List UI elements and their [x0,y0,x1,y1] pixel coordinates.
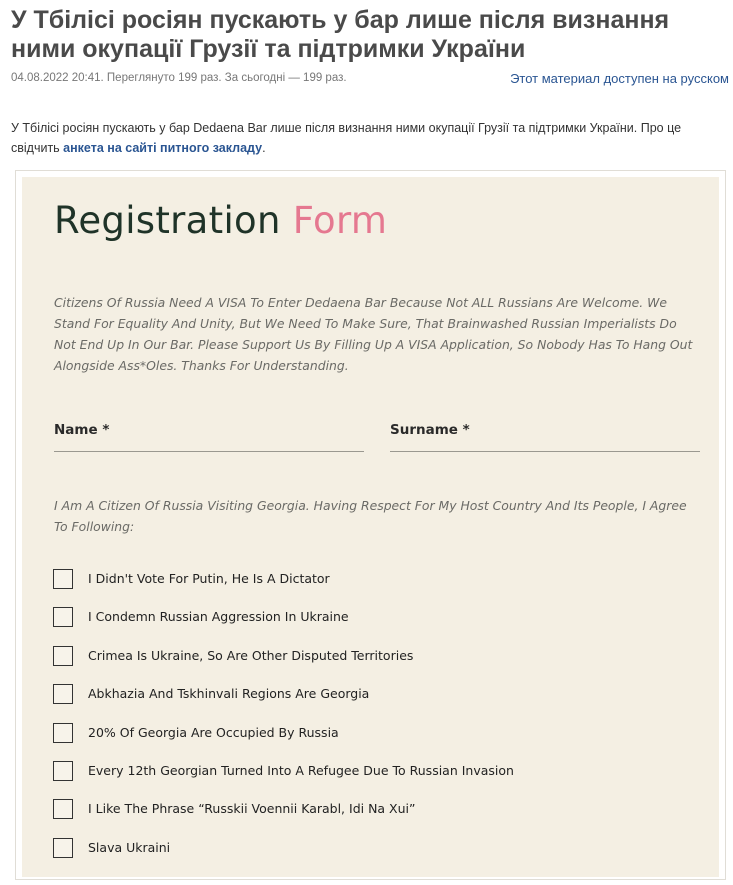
checkbox-label: I Condemn Russian Aggression In Ukraine [88,609,349,625]
checkbox-item[interactable] [53,646,693,684]
article-title: У Тбілісі росіян пускають у бар лише після визнання ними окупації Грузії та підтримки України [11,6,670,63]
article-meta-row [11,72,731,88]
checkbox[interactable] [53,723,73,743]
checkbox-label: Abkhazia And Tskhinvali Regions Are Georgia [88,686,370,702]
article-meta: 04.08.2022 20:41. Переглянуто 199 раз. За сьогодні — 199 раз. [11,72,347,84]
checkbox[interactable] [53,607,73,627]
checkbox-label: Crimea Is Ukraine, So Are Other Disputed Territories [88,647,414,663]
article-intro [11,118,733,158]
checkbox-label: Every 12th Georgian Turned Into A Refugee Due To Russian Invasion [88,762,514,778]
checkbox-item[interactable] [53,684,693,722]
form-title [54,199,387,242]
checkbox-item[interactable] [53,569,693,607]
checkbox-label: Slava Ukraini [88,839,171,855]
checkbox[interactable] [53,684,73,704]
checkbox-label: I Like The Phrase “Russkii Voennii Karabl, Idi Na Xui” [88,801,416,817]
intro-end: . [262,141,266,155]
agreement-text: I Am A Citizen Of Russia Visiting Georgia. Having Respect For My Host Country And Its People, I Agree To Following: [54,498,687,534]
embedded-form-image [15,170,726,880]
checkbox-item[interactable] [53,761,693,799]
agreement-checklist [53,569,693,876]
registration-form [22,177,719,877]
checkbox-item[interactable] [53,838,693,876]
form-title-main: Registration [54,199,281,242]
questionnaire-link[interactable]: анкета на сайті питного закладу [63,141,263,155]
checkbox-item[interactable] [53,607,693,645]
checkbox-item[interactable] [53,723,693,761]
checkbox[interactable] [53,838,73,858]
checkbox[interactable] [53,761,73,781]
surname-field[interactable] [390,421,700,452]
checkbox-label: 20% Of Georgia Are Occupied By Russia [88,724,339,740]
checkbox[interactable] [53,646,73,666]
checkbox-label: I Didn't Vote For Putin, He Is A Dictator [88,571,330,586]
name-label: Name * [54,422,110,438]
checkbox[interactable] [53,799,73,819]
intro-text: У Тбілісі росіян пускають у бар Dedaena Bar лише після визнання ними окупації Грузії та підтримки України. Про це свідчить [11,121,682,155]
form-description: Citizens Of Russia Need A VISA To Enter Dedaena Bar Because Not ALL Russians Are Welcome. We Stand For Equality And Unity, But We Need To Make Sure, That Brainwashed Russian Imperialists Do Not End Up In Our Bar. Please Support Us By Filling Up A VISA Application, So Nobody Has To Hang Out Alongside Ass*Oles. Thanks For Understanding. [54,295,693,373]
checkbox[interactable] [53,569,73,589]
checkbox-item[interactable] [53,799,693,837]
russian-version-link[interactable]: Этот материал доступен на русском [510,71,729,86]
form-title-accent: Form [292,199,388,242]
surname-label: Surname * [390,422,470,438]
name-field[interactable] [54,421,364,452]
